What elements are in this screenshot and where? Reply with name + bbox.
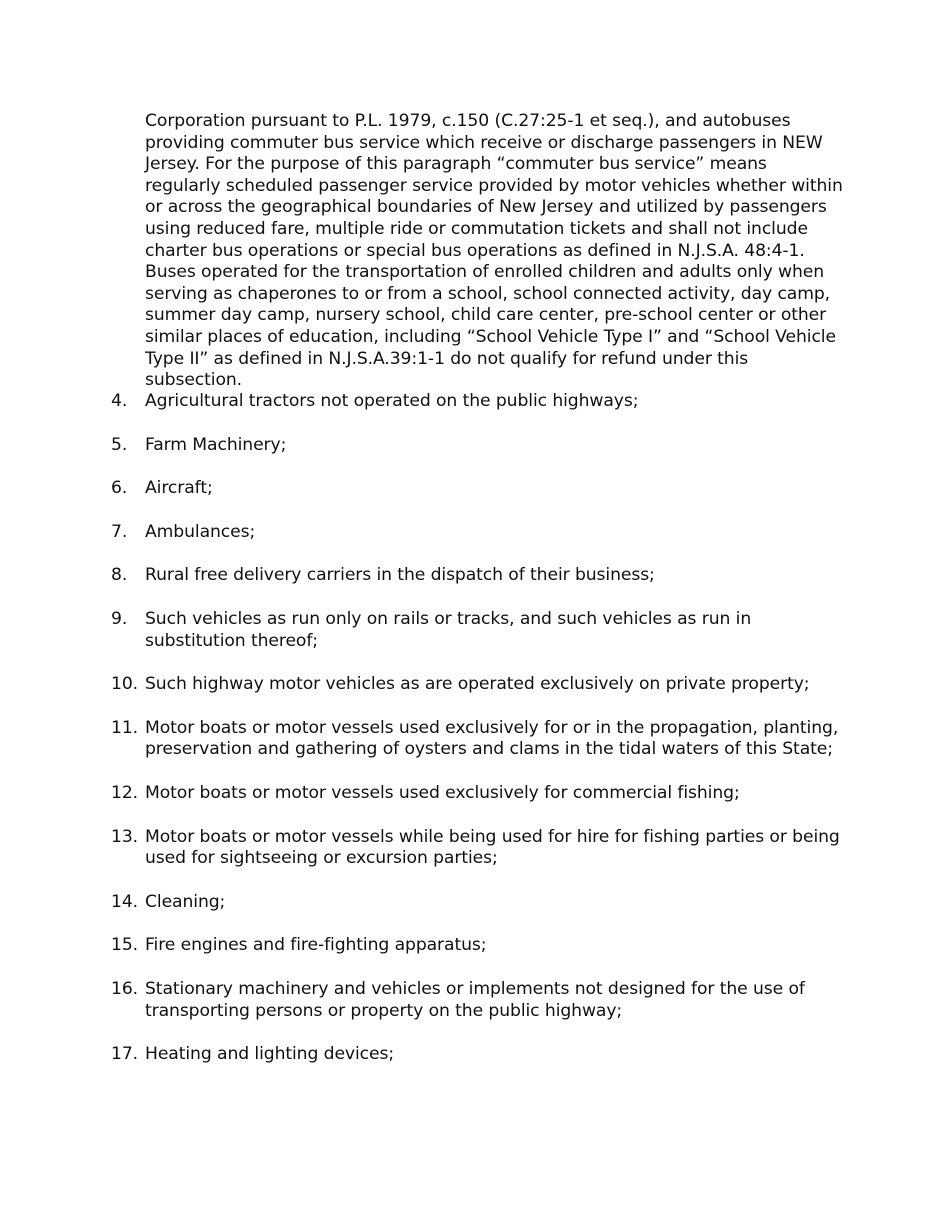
list-item-number: 12. xyxy=(111,782,139,803)
list-item-text: Farm Machinery; xyxy=(145,434,287,455)
list-item-text: Heating and lighting devices; xyxy=(145,1044,395,1065)
list-item xyxy=(0,827,950,870)
list-item-text: Such highway motor vehicles as are operated exclusively on private property; xyxy=(145,674,810,695)
list-item xyxy=(0,609,950,652)
list-item-number: 10. xyxy=(111,674,139,695)
list-item-text: Such vehicles as run only on rails or tracks, and such vehicles as run in substitution thereof; xyxy=(145,608,752,651)
list-item-text: Rural free delivery carriers in the dispatch of their business; xyxy=(145,565,655,586)
list-item xyxy=(0,892,950,914)
list-item-number: 17. xyxy=(111,1044,139,1065)
list-item-text: Motor boats or motor vessels while being used for hire for fishing parties or being used for sightseeing or excursion parties; xyxy=(145,826,840,869)
list-item-text: Aircraft; xyxy=(145,478,213,499)
list-item-text: Ambulances; xyxy=(145,521,256,542)
list-item-number: 11. xyxy=(111,717,139,738)
list-item-text: Agricultural tractors not operated on the public highways; xyxy=(145,391,639,411)
list-item xyxy=(0,522,950,544)
list-item-number: 4. xyxy=(111,391,128,411)
list-item xyxy=(0,783,950,805)
list-item-number: 14. xyxy=(111,891,139,912)
list-item xyxy=(0,565,950,587)
list-item-text: Fire engines and fire-fighting apparatus; xyxy=(145,935,487,956)
list-item xyxy=(0,674,950,696)
list-item xyxy=(0,979,950,1022)
list-item-text: Motor boats or motor vessels used exclusively for commercial fishing; xyxy=(145,782,740,803)
list-item xyxy=(0,391,950,413)
list-item-number: 5. xyxy=(111,434,128,455)
list-item xyxy=(0,718,950,761)
exemption-list xyxy=(0,391,950,1088)
continuation-paragraph: Corporation pursuant to P.L. 1979, c.150 (C.27:25-1 et seq.), and autobuses providing commuter bus service which receive or discharge passengers in NEW Jersey. For the purpose of this paragraph “commuter bus service” means regularly scheduled passenger service provided by motor vehicles whether within or across the geographical boundaries of New Jersey and utilized by passengers using reduced fare, multiple ride or commutation tickets and shall not include charter bus operations or special bus operations as defined in N.J.S.A. 48:4-1. Buses operated for the transportation of enrolled children and adults only when serving as chaperones to or from a school, school connected activity, day camp, summer day camp, nursery school, child care center, pre-school center or other similar places of education, including “School Vehicle Type I” and “School Vehicle Type II” as defined in N.J.S.A.39:1-1 do not qualify for refund under this subsection. xyxy=(145,111,843,391)
list-item-text: Cleaning; xyxy=(145,891,226,912)
list-item xyxy=(0,435,950,457)
list-item xyxy=(0,478,950,500)
list-item xyxy=(0,1044,950,1066)
list-item-number: 9. xyxy=(111,608,128,629)
list-item-number: 7. xyxy=(111,521,128,542)
list-item-text: Motor boats or motor vessels used exclusively for or in the propagation, planting, preservation and gathering of oysters and clams in the tidal waters of this State; xyxy=(145,717,839,760)
list-item-number: 6. xyxy=(111,478,128,499)
list-item-number: 15. xyxy=(111,935,139,956)
list-item-number: 8. xyxy=(111,565,128,586)
list-item-text: Stationary machinery and vehicles or implements not designed for the use of transporting persons or property on the public highway; xyxy=(145,978,805,1021)
list-item-number: 13. xyxy=(111,826,139,847)
list-item xyxy=(0,935,950,957)
list-item-number: 16. xyxy=(111,978,139,999)
